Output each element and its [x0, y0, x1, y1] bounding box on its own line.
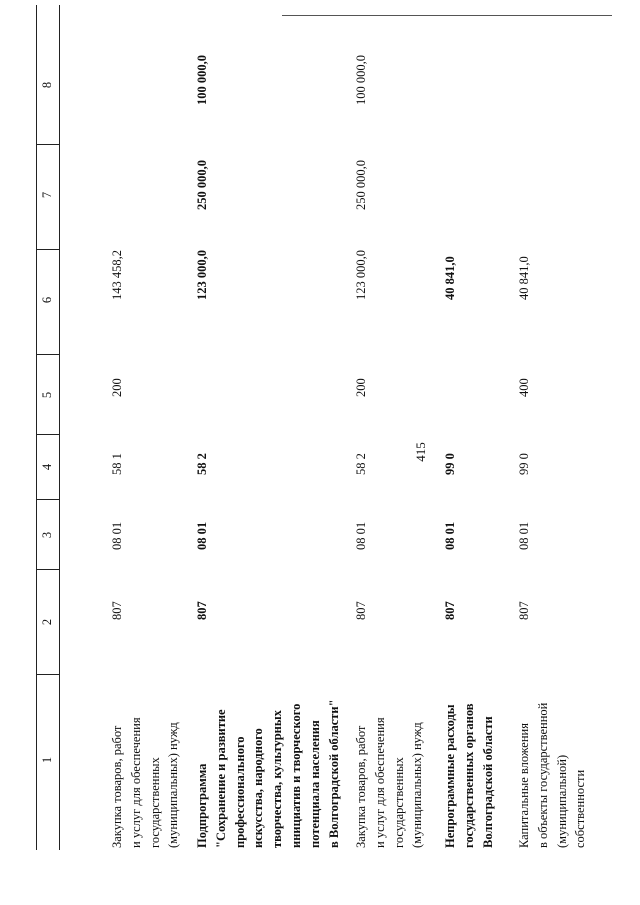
table-cell: 807 [443, 601, 457, 620]
header-top-rule [36, 5, 37, 850]
header-col-3: 3 [40, 531, 54, 539]
table-row-name: Подпрограмма "Сохранение и развитие профессионального искусства, народного творчества, культурных инициатив и творческого потенциала населения в Волгоградской области" [195, 699, 341, 848]
table-cell: 807 [354, 601, 368, 620]
header-col-8: 8 [40, 81, 54, 89]
table-cell: 08 01 [354, 521, 368, 550]
table-cell: 40 841,0 [517, 256, 531, 300]
header-col-7: 7 [40, 191, 54, 199]
table-cell: 807 [517, 601, 531, 620]
table-cell: 100 000,0 [195, 55, 209, 105]
table-cell: 08 01 [443, 521, 457, 550]
table-cell: 250 000,0 [195, 160, 209, 210]
table-row-name: Закупка товаров, работ и услуг для обеспечения государственных (муниципальных) нужд [354, 717, 425, 848]
header-col-6: 6 [40, 296, 54, 304]
table-cell: 08 01 [517, 521, 531, 550]
table-cell: 58 2 [354, 453, 368, 475]
table-cell: 200 [110, 378, 124, 397]
table-cell: 200 [354, 378, 368, 397]
table-row-name: Капитальные вложения в объекты государственной (муниципальной) собственности [517, 702, 588, 848]
table-cell: 58 2 [195, 453, 209, 475]
table-cell: 58 1 [110, 453, 124, 475]
header-col-5: 5 [40, 391, 54, 399]
table-cell: 123 000,0 [354, 250, 368, 300]
table-cell: 143 458,2 [110, 250, 124, 300]
table-cell: 40 841,0 [443, 256, 457, 300]
table-cell: 99 0 [517, 453, 531, 475]
table-cell: 99 0 [443, 453, 457, 475]
table-cell: 250 000,0 [354, 160, 368, 210]
column-divider [36, 499, 59, 500]
table-cell: 807 [195, 601, 209, 620]
column-divider [36, 144, 59, 145]
column-divider [36, 674, 59, 675]
column-divider [36, 434, 59, 435]
table-row-name: Непрограммные расходы государственных органов Волгоградской области [443, 703, 495, 848]
column-divider [36, 569, 59, 570]
table-cell: 100 000,0 [354, 55, 368, 105]
header-bottom-rule [59, 5, 60, 850]
table-cell: 08 01 [110, 521, 124, 550]
table-row-name: Закупка товаров, работ и услуг для обеспечения государственных (муниципальных) нужд [110, 717, 181, 848]
table-cell: 807 [110, 601, 124, 620]
header-col-2: 2 [40, 618, 54, 626]
column-divider [36, 354, 59, 355]
table-cell: 08 01 [195, 521, 209, 550]
table-cell: 123 000,0 [195, 250, 209, 300]
header-col-1: 1 [40, 756, 54, 764]
table-cell: 400 [517, 378, 531, 397]
column-divider [36, 249, 59, 250]
page-number: 415 [413, 442, 428, 462]
header-col-4: 4 [40, 463, 54, 471]
